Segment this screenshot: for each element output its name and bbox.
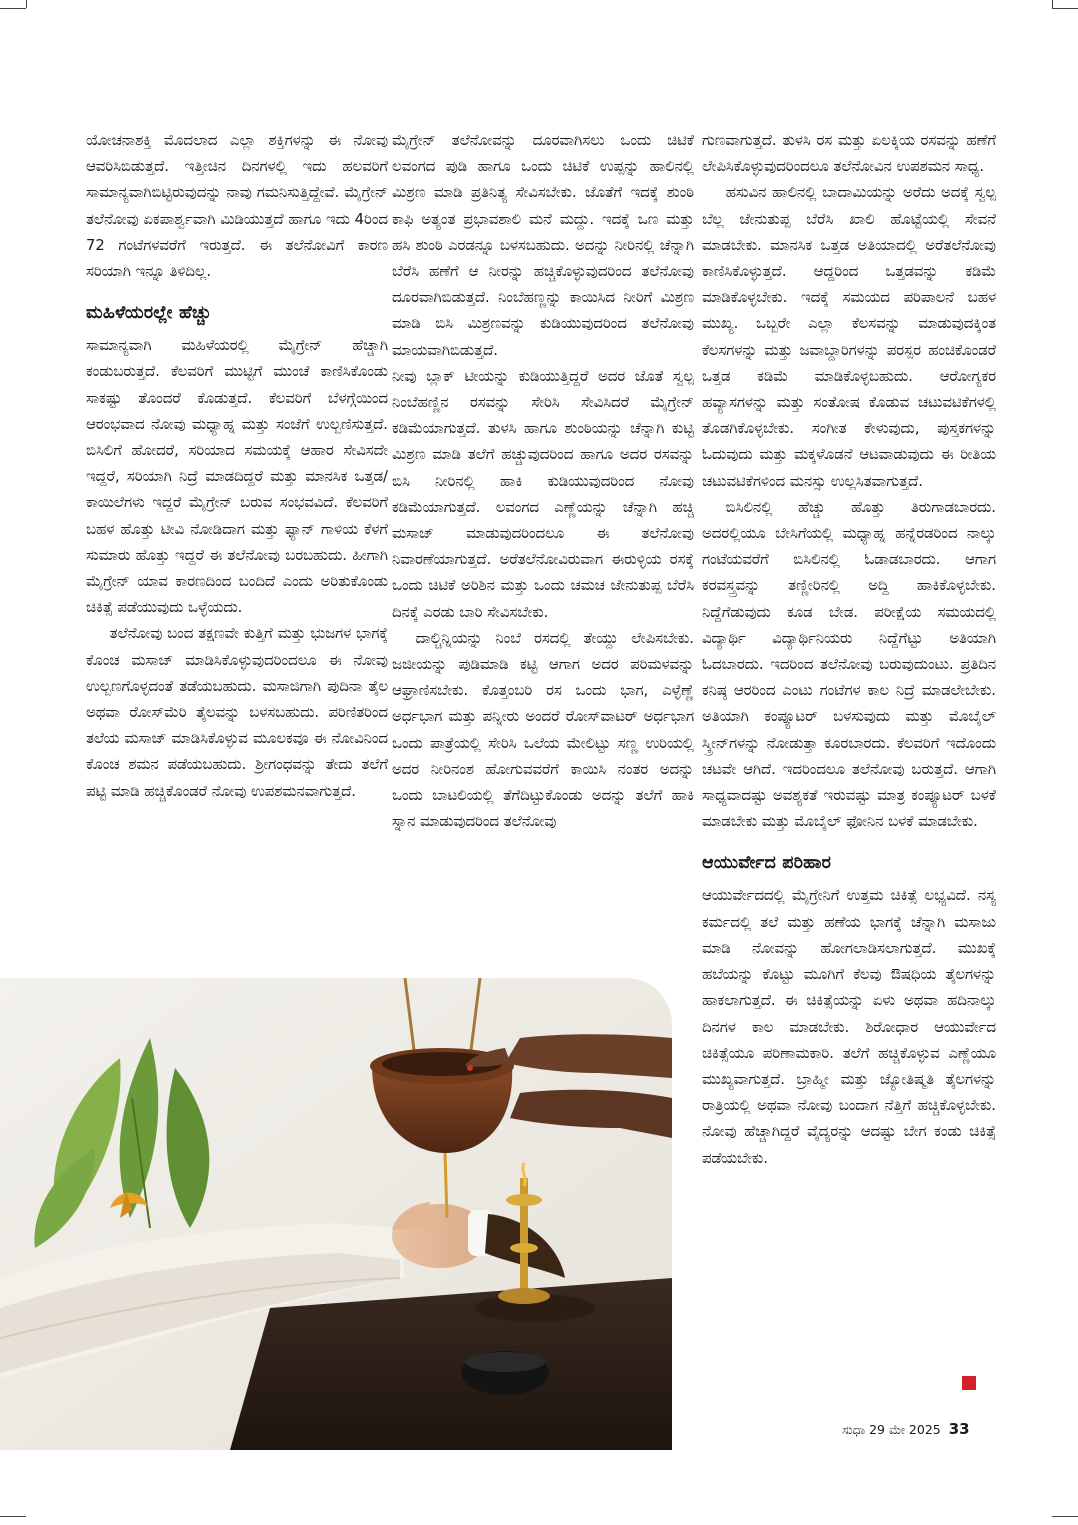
crop-mark <box>0 8 26 9</box>
crop-mark <box>1052 8 1078 9</box>
article-column-2 <box>392 128 694 978</box>
body-paragraph: ತಲೆನೋವು ಬಂದ ತಕ್ಷಣವೇ ಕುತ್ತಿಗೆ ಮತ್ತು ಭುಜಗಳ ಭಾಗಕ್ಕೆ ಕೊಂಚ ಮಸಾಜ್ ಮಾಡಿಸಿಕೊಳ್ಳುವುದರಿಂದಲೂ ಈ ನೋವು ಉಲ್ಬಣಗೊಳ್ಳದಂತೆ ತಡೆಯಬಹುದು. ಮಸಾಜಿಗಾಗಿ ಪುದಿನಾ ತೈಲ ಅಥವಾ ರೋಸ್‌ಮೆರಿ ತೈಲವನ್ನು ಬಳಸಬಹುದು. ಪರಿಣಿತರಿಂದ ತಲೆಯ ಮಸಾಜ್ ಮಾಡಿಸಿಕೊಳ್ಳುವ ಮೂಲಕವೂ ಈ ನೋವಿನಿಂದ ಕೊಂಚ ಶಮನ ಪಡೆಯಬಹುದು. ಶ್ರೀಗಂಧವನ್ನು ತೇದು ತಲೆಗೆ ಪಟ್ಟಿ ಮಾಡಿ ಹಚ್ಚಿಕೊಂಡರೆ ನೋವು ಉಪಶಮನವಾಗುತ್ತದೆ. <box>86 625 388 800</box>
section-heading: ಮಹಿಳೆಯರಲ್ಲೇ ಹೆಚ್ಚು <box>86 303 212 324</box>
body-paragraph: ಹಸುವಿನ ಹಾಲಿನಲ್ಲಿ ಬಾದಾಮಿಯನ್ನು ಅರೆದು ಅದಕ್ಕೆ ಸ್ವಲ್ಪ ಬೆಲ್ಲ ಜೇನುತುಪ್ಪ ಬೆರೆಸಿ ಖಾಲಿ ಹೊಟ್ಟೆಯಲ್ಲಿ ಸೇವನೆ ಮಾಡಬೇಕು. ಮಾನಸಿಕ ಒತ್ತಡ ಅತಿಯಾದಲ್ಲಿ ಅರೆತಲೆನೋವು ಕಾಣಿಸಿಕೊಳ್ಳುತ್ತದೆ. ಆದ್ದರಿಂದ ಒತ್ತಡವನ್ನು ಕಡಿಮೆ ಮಾಡಿಕೊಳ್ಳಬೇಕು. ಇದಕ್ಕೆ ಸಮಯದ ಪರಿಪಾಲನೆ ಬಹಳ ಮುಖ್ಯ. ಒಬ್ಬರೇ ಎಲ್ಲಾ ಕೆಲಸವನ್ನು ಮಾಡುವುದಕ್ಕಿಂತ ಕೆಲಸಗಳನ್ನು ಮತ್ತು ಜವಾಬ್ದಾರಿಗಳನ್ನು ಪರಸ್ಪರ ಹಂಚಿಕೊಂಡರೆ ಒತ್ತಡ ಕಡಿಮೆ ಮಾಡಿಕೊಳ್ಳಬಹುದು. ಆರೋಗ್ಯಕರ ಹವ್ಯಾಸಗಳನ್ನು ಮತ್ತು ಸಂತೋಷ ಕೊಡುವ ಚಟುವಟಿಕೆಗಳಲ್ಲಿ ತೊಡಗಿಕೊಳ್ಳಬೇಕು. ಸಂಗೀತ ಕೇಳುವುದು, ಪುಸ್ತಕಗಳನ್ನು ಓದುವುದು ಮತ್ತು ಮಕ್ಕಳೊಡನೆ ಆಟವಾಡುವುದು ಈ ರೀತಿಯ ಚಟುವಟಿಕೆಗಳಿಂದ ಮನಸ್ಸು ಉಲ್ಲಸಿತವಾಗುತ್ತದೆ. <box>702 184 996 490</box>
body-paragraph: ಗುಣವಾಗುತ್ತದೆ. ತುಳಸಿ ರಸ ಮತ್ತು ಏಲಕ್ಕಿಯ ರಸವನ್ನು ಹಣೆಗೆ ಲೇಪಿಸಿಕೊಳ್ಳುವುದರಿಂದಲೂ ತಲೆನೋವಿನ ಉಪಶಮನ ಸಾಧ್ಯ. <box>702 132 996 176</box>
body-paragraph: ದಾಲ್ಚಿನ್ನಿಯನ್ನು ನಿಂಬೆ ರಸದಲ್ಲಿ ತೇಯ್ದು ಲೇಪಿಸಬೇಕು. ಜಜೀಯನ್ನು ಪುಡಿಮಾಡಿ ಕಟ್ಟಿ ಆಗಾಗ ಅದರ ಪರಿಮಳವನ್ನು ಆಘ್ರಾಣಿಸಬೇಕು. ಕೊತ್ತಂಬರಿ ರಸ ಒಂದು ಭಾಗ, ಎಳ್ಳೆಣ್ಣೆ ಅರ್ಧಭಾಗ ಮತ್ತು ಪನ್ನೀರು ಅಂದರೆ ರೋಸ್‌ವಾಟರ್ ಅರ್ಧಭಾಗ ಒಂದು ಪಾತ್ರೆಯಲ್ಲಿ ಸೇರಿಸಿ ಒಲೆಯ ಮೇಲಿಟ್ಟು ಸಣ್ಣ ಉರಿಯಲ್ಲಿ ಅದರ ನೀರಿನಂಶ ಹೋಗುವವರೆಗೆ ಕಾಯಿಸಿ ನಂತರ ಅದನ್ನು ಒಂದು ಬಾಟಲಿಯಲ್ಲಿ ತೆಗೆದಿಟ್ಟುಕೊಂಡು ಅದನ್ನು ತಲೆಗೆ ಹಾಕಿ ಸ್ನಾನ ಮಾಡುವುದರಿಂದ ತಲೆನೋವು <box>392 629 694 831</box>
crop-mark <box>1052 0 1053 8</box>
crop-mark <box>0 1516 26 1517</box>
issue-date: 29 ಮೇ 2025 <box>869 1422 941 1437</box>
body-paragraph: ಆಯುರ್ವೇದದಲ್ಲಿ ಮೈಗ್ರೇನಿಗೆ ಉತ್ತಮ ಚಿಕಿತ್ಸೆ ಲಭ್ಯವಿದೆ. ನಸ್ಯ ಕರ್ಮದಲ್ಲಿ ತಲೆ ಮತ್ತು ಹಣೆಯ ಭಾಗಕ್ಕೆ ಚೆನ್ನಾಗಿ ಮಸಾಜು ಮಾಡಿ ನೋವನ್ನು ಹೋಗಲಾಡಿಸಲಾಗುತ್ತದೆ. ಮುಖಕ್ಕೆ ಹಬೆಯನ್ನು ಕೊಟ್ಟು ಮೂಗಿಗೆ ಕೆಲವು ಔಷಧಿಯ ತೈಲಗಳನ್ನು ಹಾಕಲಾಗುತ್ತದೆ. ಈ ಚಿಕಿತ್ಸೆಯನ್ನು ಏಳು ಅಥವಾ ಹದಿನಾಲ್ಕು ದಿನಗಳ ಕಾಲ ಮಾಡಬೇಕು. ಶಿರೋಧಾರ ಆಯುರ್ವೇದ ಚಿಕಿತ್ಸೆಯೂ ಪರಿಣಾಮಕಾರಿ. ತಲೆಗೆ ಹಚ್ಚಿಕೊಳ್ಳುವ ಎಣ್ಣೆಯೂ ಮುಖ್ಯವಾಗುತ್ತದೆ. ಬ್ರಾಹ್ಮೀ ಮತ್ತು ಜ್ಯೋತಿಷ್ಮತಿ ತೈಲಗಳನ್ನು ರಾತ್ರಿಯಲ್ಲಿ ಅಥವಾ ನೋವು ಬಂದಾಗ ನೆತ್ತಿಗೆ ಹಚ್ಚಿಕೊಳ್ಳಬೇಕು. ನೋವು ಹೆಚ್ಚಾಗಿದ್ದರೆ ವೈದ್ಯರನ್ನು ಆದಷ್ಟು ಬೇಗ ಕಂಡು ಚಿಕಿತ್ಸೆ ಪಡೆಯಬೇಕು. <box>702 887 996 1167</box>
section-heading: ಆಯುರ್ವೇದ ಪರಿಹಾರ <box>702 853 832 874</box>
article-column-3 <box>702 128 996 1418</box>
magazine-name: ಸುಧಾ <box>842 1422 866 1437</box>
page-number: 33 <box>948 1420 970 1438</box>
body-paragraph: ಮೈಗ್ರೇನ್ ತಲೆನೋವನ್ನು ದೂರವಾಗಿಸಲು ಒಂದು ಚಿಟಿಕೆ ಲವಂಗದ ಪುಡಿ ಹಾಗೂ ಒಂದು ಚಿಟಿಕೆ ಉಪ್ಪನ್ನು ಹಾಲಿನಲ್ಲಿ ಮಿಶ್ರಣ ಮಾಡಿ ಪ್ರತಿನಿತ್ಯ ಸೇವಿಸಬೇಕು. ಜೊತೆಗೆ ಇದಕ್ಕೆ ಶುಂಠಿ ಕಾಫಿ ಅತ್ಯಂತ ಪ್ರಭಾವಶಾಲಿ ಮನೆ ಮದ್ದು. ಇದಕ್ಕೆ ಒಣ ಮತ್ತು ಹಸಿ ಶುಂಠಿ ಎರಡನ್ನೂ ಬಳಸಬಹುದು. ಅದನ್ನು ನೀರಿನಲ್ಲಿ ಚೆನ್ನಾಗಿ ಬೆರೆಸಿ ಹಣೆಗೆ ಆ ನೀರನ್ನು ಹಚ್ಚಿಕೊಳ್ಳುವುದರಿಂದ ತಲೆನೋವು ದೂರವಾಗಿಬಿಡುತ್ತದೆ. ನಿಂಬೆಹಣ್ಣನ್ನು ಕಾಯಿಸಿದ ನೀರಿಗೆ ಮಿಶ್ರಣ ಮಾಡಿ ಬಿಸಿ ಮಿಶ್ರಣವನ್ನು ಕುಡಿಯುವುದರಿಂದ ತಲೆನೋವು ಮಾಯವಾಗಿಬಿಡುತ್ತದೆ. <box>392 132 694 359</box>
body-paragraph: ಯೋಚನಾಶಕ್ತಿ ಮೊದಲಾದ ಎಲ್ಲಾ ಶಕ್ತಿಗಳನ್ನು ಈ ನೋವು ಆವರಿಸಿಬಿಡುತ್ತದೆ. ಇತ್ತೀಚಿನ ದಿನಗಳಲ್ಲಿ ಇದು ಹಲವರಿಗೆ ಸಾಮಾನ್ಯವಾಗಿಬಿಟ್ಟಿರುವುದನ್ನು ನಾವು ಗಮನಿಸುತ್ತಿದ್ದೇವೆ. ಮೈಗ್ರೇನ್ ತಲೆನೋವು ಏಕಪಾರ್ಶ್ವವಾಗಿ ಮಿಡಿಯುತ್ತದೆ ಹಾಗೂ ಇದು 4ರಿಂದ 72 ಗಂಟೆಗಳವರೆಗೆ ಇರುತ್ತದೆ. ಈ ತಲೆನೋವಿಗೆ ಕಾರಣ ಸರಿಯಾಗಿ ಇನ್ನೂ ತಿಳಿದಿಲ್ಲ. <box>86 132 388 281</box>
body-paragraph: ನೀವು ಬ್ಲಾಕ್ ಟೀಯನ್ನು ಕುಡಿಯುತ್ತಿದ್ದರೆ ಅದರ ಜೊತೆ ಸ್ವಲ್ಪ ನಿಂಬೆಹಣ್ಣಿನ ರಸವನ್ನು ಸೇರಿಸಿ ಸೇವಿಸಿದರೆ ಮೈಗ್ರೇನ್ ಕಡಿಮೆಯಾಗುತ್ತದೆ. ತುಳಸಿ ಹಾಗೂ ಶುಂಠಿಯನ್ನು ಚೆನ್ನಾಗಿ ಕುಟ್ಟಿ ಮಿಶ್ರಣ ಮಾಡಿ ತಲೆಗೆ ಹಚ್ಚುವುದರಿಂದ ಹಾಗೂ ಅದರ ರಸವನ್ನು ಬಿಸಿ ನೀರಿನಲ್ಲಿ ಹಾಕಿ ಕುಡಿಯುವುದರಿಂದ ನೋವು ಕಡಿಮೆಯಾಗುತ್ತದೆ. ಲವಂಗದ ಎಣ್ಣೆಯನ್ನು ಚೆನ್ನಾಗಿ ಹಚ್ಚಿ ಮಸಾಜ್ ಮಾಡುವುದರಿಂದಲೂ ಈ ತಲೆನೋವು ನಿವಾರಣೆಯಾಗುತ್ತದೆ. ಅರೆತಲೆನೋವಿರುವಾಗ ಈರುಳ್ಳಿಯ ರಸಕ್ಕೆ ಒಂದು ಚಿಟಿಕೆ ಅರಿಶಿನ ಮತ್ತು ಒಂದು ಚಮಚ ಜೇನುತುಪ್ಪ ಬೆರೆಸಿ ದಿನಕ್ಕೆ ಎರಡು ಬಾರಿ ಸೇವಿಸಬೇಕು. <box>392 367 694 621</box>
shirodhara-photo <box>0 978 672 1450</box>
crop-mark <box>26 0 27 8</box>
body-paragraph: ಬಿಸಿಲಿನಲ್ಲಿ ಹೆಚ್ಚು ಹೊತ್ತು ತಿರುಗಾಡಬಾರದು. ಅದರಲ್ಲಿಯೂ ಬೇಸಿಗೆಯಲ್ಲಿ ಮಧ್ಯಾಹ್ನ ಹನ್ನೆರಡರಿಂದ ನಾಲ್ಕು ಗಂಟೆಯವರೆಗೆ ಬಿಸಿಲಿನಲ್ಲಿ ಓಡಾಡಬಾರದು. ಆಗಾಗ ಕರವಸ್ತ್ರವನ್ನು ತಣ್ಣೀರಿನಲ್ಲಿ ಅದ್ದಿ ಹಾಕಿಕೊಳ್ಳಬೇಕು. ನಿದ್ದೆಗೆಡುವುದು ಕೂಡ ಬೇಡ. ಪರೀಕ್ಷೆಯ ಸಮಯದಲ್ಲಿ ವಿದ್ಯಾರ್ಥಿ ವಿದ್ಯಾರ್ಥಿನಿಯರು ನಿದ್ದೆಗೆಟ್ಟು ಅತಿಯಾಗಿ ಓದಬಾರದು. ಇದರಿಂದ ತಲೆನೋವು ಬರುವುದುಂಟು. ಪ್ರತಿದಿನ ಕನಿಷ್ಠ ಆರರಿಂದ ಎಂಟು ಗಂಟೆಗಳ ಕಾಲ ನಿದ್ರೆ ಮಾಡಲೇಬೇಕು. ಅತಿಯಾಗಿ ಕಂಪ್ಯೂಟರ್ ಬಳಸುವುದು ಮತ್ತು ಮೊಬೈಲ್ ಸ್ಕ್ರೀನ್‌ಗಳನ್ನು ನೋಡುತ್ತಾ ಕೂರಬಾರದು. ಕೆಲವರಿಗೆ ಇದೊಂದು ಚಟವೇ ಆಗಿದೆ. ಇದರಿಂದಲೂ ತಲೆನೋವು ಬರುತ್ತದೆ. ಆಗಾಗಿ ಸಾಧ್ಯವಾದಷ್ಟು ಅವಶ್ಯಕತೆ ಇರುವಷ್ಟು ಮಾತ್ರ ಕಂಪ್ಯೂಟರ್ ಬಳಕೆ ಮಾಡಬೇಕು ಮತ್ತು ಮೊಬೈಲ್ ಫೋನಿನ ಬಳಕೆ ಮಾಡಬೇಕು. <box>702 498 996 831</box>
page-footer <box>842 1420 970 1438</box>
body-paragraph: ಸಾಮಾನ್ಯವಾಗಿ ಮಹಿಳೆಯರಲ್ಲಿ ಮೈಗ್ರೇನ್ ಹೆಚ್ಚಾಗಿ ಕಂಡುಬರುತ್ತದೆ. ಕೆಲವರಿಗೆ ಮುಟ್ಟಿಗೆ ಮುಂಚೆ ಕಾಣಿಸಿಕೊಂಡು ಸಾಕಷ್ಟು ತೊಂದರೆ ಕೊಡುತ್ತದೆ. ಕೆಲವರಿಗೆ ಬೆಳಗ್ಗೆಯಿಂದ ಆರಂಭವಾದ ನೋವು ಮಧ್ಯಾಹ್ನ ಮತ್ತು ಸಂಜೆಗೆ ಉಲ್ಬಣಿಸುತ್ತದೆ. ಬಿಸಿಲಿಗೆ ಹೋದರೆ, ಸರಿಯಾದ ಸಮಯಕ್ಕೆ ಆಹಾರ ಸೇವಿಸದೇ ಇದ್ದರೆ, ಸರಿಯಾಗಿ ನಿದ್ರೆ ಮಾಡದಿದ್ದರೆ ಮತ್ತು ಮಾನಸಿಕ ಒತ್ತಡ/ಕಾಯಿಲೆಗಳು ಇದ್ದರೆ ಮೈಗ್ರೇನ್ ಬರುವ ಸಂಭವವಿದೆ. ಕೆಲವರಿಗೆ ಬಹಳ ಹೊತ್ತು ಟೀವಿ ನೋಡಿದಾಗ ಮತ್ತು ಫ್ಯಾನ್ ಗಾಳಿಯ ಕೆಳಗೆ ಸುಮಾರು ಹೊತ್ತು ಇದ್ದರೆ ಈ ತಲೆನೋವು ಬರಬಹುದು. ಹೀಗಾಗಿ ಮೈಗ್ರೇನ್ ಯಾವ ಕಾರಣದಿಂದ ಬಂದಿದೆ ಎಂದು ಅರಿತುಕೊಂಡು ಚಿಕಿತ್ಸೆ ಪಡೆಯುವುದು ಒಳ್ಳೆಯದು. <box>86 337 388 617</box>
end-of-article-mark <box>962 1376 976 1390</box>
shirodhara-illustration <box>0 978 672 1450</box>
crop-mark <box>1052 1516 1078 1517</box>
article-column-1 <box>86 128 388 978</box>
